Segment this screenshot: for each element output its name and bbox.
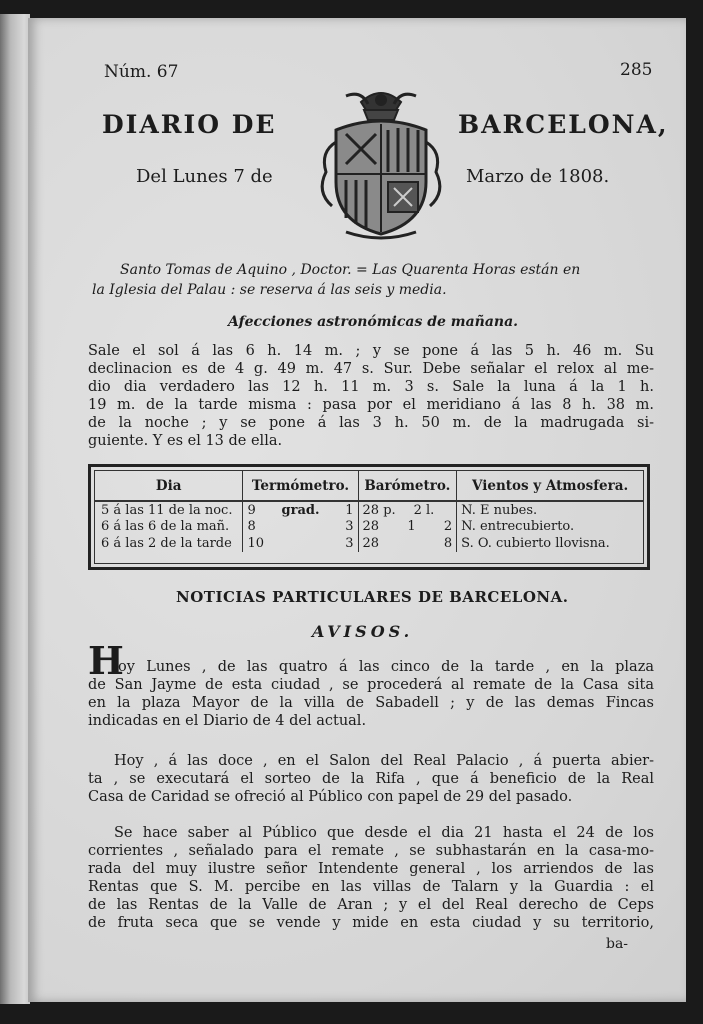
aviso-line: Casa de Caridad se ofreció al Público con papel de 29 del pasado. [88,789,573,805]
aviso-line: Se hace saber al Público que desde el dia 21 hasta el 24 de los [114,825,654,841]
cell-termometro: 10 3 [243,535,358,552]
coat-of-arms-icon [306,82,456,242]
cell-dia: 5 á las 11 de la noc. [95,501,243,518]
aviso-line: corrientes , señalado para el remate , se subhastarán en la casa-mo- [88,843,654,859]
aviso-line: Rentas que S. M. percibe en las villas de Talarn y la Guardia : el [88,879,654,895]
cell-vientos: S. O. cubierto llovisna. [461,536,610,551]
cell-vientos: N. entrecubierto. [461,519,575,534]
aviso-paragraph-3 [88,824,654,932]
cell-termometro: 9 grad. 1 [243,501,358,518]
col-header-termometro: Termómetro. [243,471,358,501]
table-row [95,535,643,552]
aviso-line: ta , se executará el sorteo de la Rifa , que á beneficio de la Real [88,771,654,787]
aviso-paragraph-1 [88,658,654,730]
cell-dia: 6 á las 2 de la tarde [95,535,243,552]
aviso-line: rada del muy ilustre señor Intendente general , los arriendos de las [88,861,654,877]
col-header-dia: Dia [95,471,243,501]
aviso-line: indicadas en el Diario de 4 del actual. [88,713,367,729]
book-spine [0,14,30,1004]
aviso-line: de San Jayme de esta ciudad , se procederá al remate de la Casa sita [88,677,654,693]
saint-line-2: la Iglesia del Palau : se reserva á las seis y media. [92,282,447,298]
aviso-line: oy Lunes , de las quatro á las cinco de la tarde , en la plaza [118,659,654,675]
astro-paragraph [88,342,654,450]
saint-line-1: Santo Tomas de Aquino , Doctor. = Las Quarenta Horas están en [120,262,581,278]
astro-heading: Afecciones astronómicas de mañana. [228,314,519,330]
date-right: Marzo de 1808. [466,166,610,187]
section-heading-avisos: AVISOS. [312,622,414,641]
section-heading-noticias: NOTICIAS PARTICULARES DE BARCELONA. [176,588,569,606]
col-header-barometro: Barómetro. [358,471,457,501]
cell-barometro: 28 8 [358,535,457,552]
aviso-line: de fruta seca que se vende y mide en esta ciudad y su territorio, [88,915,654,931]
table-row [95,501,643,518]
astro-line: 19 m. de la tarde misma : pasa por el meridiano á las 8 h. 38 m. [88,397,654,413]
cell-termometro: 8 3 [243,518,358,535]
cell-barometro: 28 p. 2 l. [358,501,457,518]
masthead-title-right: BARCELONA, [458,110,669,139]
date-left: Del Lunes 7 de [136,166,273,187]
astro-line: Sale el sol á las 6 h. 14 m. ; y se pone á las 5 h. 46 m. Su [88,343,654,359]
aviso-line: de las Rentas de la Valle de Aran ; y el del Real derecho de Ceps [88,897,654,913]
issue-number: Núm. 67 [104,62,179,82]
newspaper-page [28,18,686,1002]
astro-line: guiente. Y es el 13 de ella. [88,433,283,449]
table-row [95,518,643,535]
col-header-vientos: Vientos y Atmosfera. [457,471,643,501]
astro-line: de la noche ; y se pone á las 3 h. 50 m. de la madrugada si- [88,415,654,431]
page-number: 285 [620,60,653,80]
aviso-paragraph-2 [88,752,654,806]
cell-barometro: 28 1 2 [358,518,457,535]
cell-dia: 6 á las 6 de la mañ. [95,518,243,535]
aviso-line: Hoy , á las doce , en el Salon del Real Palacio , á puerta abier- [114,753,654,769]
cell-vientos: N. E nubes. [461,502,538,518]
astro-line: dio dia verdadero las 12 h. 11 m. 3 s. Sale la luna á la 1 h. [88,379,654,395]
weather-table [88,464,650,570]
masthead-title-left: DIARIO DE [102,110,277,139]
aviso-line: en la plaza Mayor de la villa de Sabadell ; y de las demas Fincas [88,695,654,711]
catchword: ba- [606,936,629,952]
drop-cap: H [88,638,124,683]
astro-line: declinacion es de 4 g. 49 m. 47 s. Sur. Debe señalar el relox al me- [88,361,654,377]
